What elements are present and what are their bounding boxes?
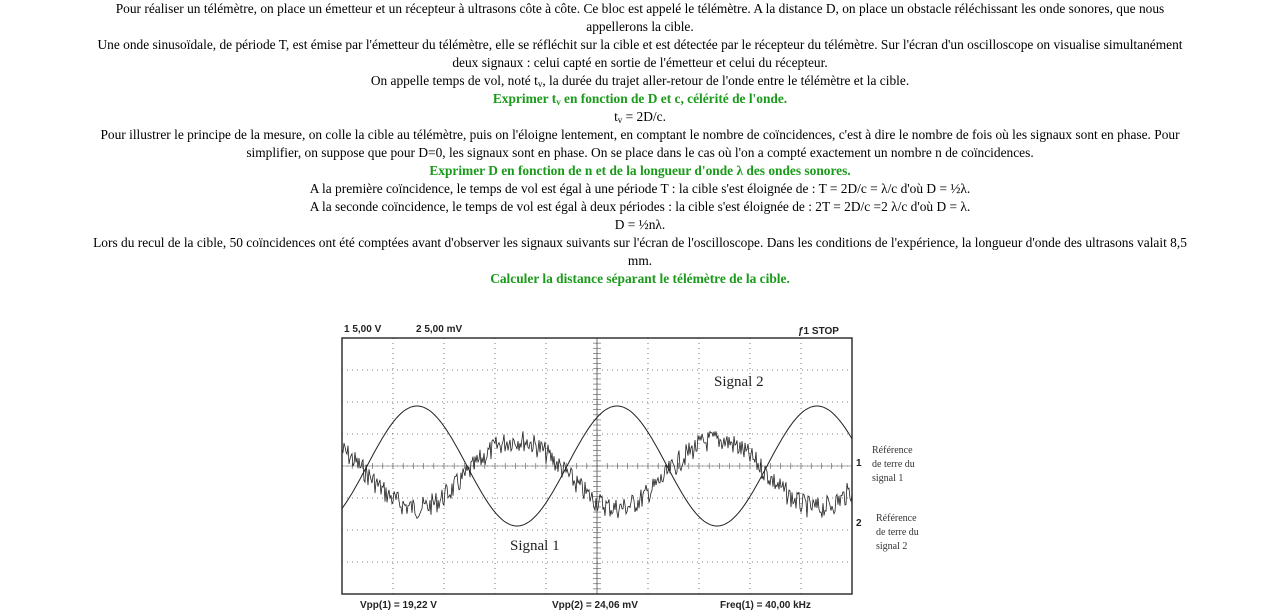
- answer-2-line-2: A la seconde coïncidence, le temps de vol est égal à deux périodes : la cible s'est éloignée de : 2T = 2D/c =2 λ/c d'où D = λ.: [309, 199, 971, 214]
- oscilloscope-svg: [320, 316, 940, 616]
- wave-line-2: deux signaux : celui capté en sortie de l'émetteur et celui du récepteur.: [452, 55, 828, 70]
- question-2: Exprimer D en fonction de n et de la longueur d'onde λ des ondes sonores.: [429, 163, 851, 178]
- principle-line-2: simplifier, on suppose que pour D=0, les signaux sont en phase. On se place dans le cas où l'on a compté exactement un nombre n de coïncidences.: [246, 145, 1034, 160]
- question-1: Exprimer $t_v$ en fonction de D et c, célérité de l'onde.: [492, 91, 788, 107]
- reference-2-line-2: de terre du: [876, 527, 919, 538]
- ground-marker-2: 2: [856, 518, 862, 529]
- oscilloscope-grid: [342, 338, 852, 594]
- signal-2-label: Signal 2: [714, 374, 764, 390]
- signal-1-label: Signal 1: [510, 538, 560, 554]
- principle-line-1: Pour illustrer le principe de la mesure, on colle la cible au télémètre, puis on l'éloigne lentement, en comptant le nombre de coïncidences, c'est à dire le nombre de fois où les signaux sont en phase. Pour: [100, 127, 1180, 142]
- vpp-channel-1: Vpp(1) = 19,22 V: [360, 600, 437, 611]
- question-3: Calculer la distance séparant le télémètre de la cible.: [490, 271, 790, 286]
- intro-line-2: appellerons la cible.: [586, 19, 694, 34]
- intro-line-1: Pour réaliser un télémètre, on place un émetteur et un récepteur à ultrasons côte à côte. Ce bloc est appelé le télémètre. A la distance D, on place un obstacle réléchissant les onde sonores, que nous: [115, 1, 1165, 16]
- reference-1-line-1: Référence: [872, 445, 913, 456]
- frequency-readout: Freq(1) = 40,00 kHz: [720, 600, 811, 611]
- reference-1-line-3: signal 1: [872, 473, 904, 484]
- reference-2-line-3: signal 2: [876, 541, 908, 552]
- oscilloscope-figure: [320, 316, 940, 616]
- wave-line-1: Une onde sinusoïdale, de période T, est émise par l'émetteur du télémètre, elle se réfléchit sur la cible et est détectée par le récepteur du télémètre. Sur l'écran d'un oscilloscope on visualise simultanément: [97, 37, 1183, 52]
- reference-2-line-1: Référence: [876, 513, 917, 524]
- document-text: [0, 0, 1280, 288]
- answer-2-line-1: A la première coïncidence, le temps de vol est égal à une période T : la cible s'est éloignée de : T = 2D/c = λ/c d'où D = ½λ.: [309, 181, 971, 196]
- answer-1: $t_v = 2D/c$.: [614, 109, 666, 125]
- experiment-line-2: mm.: [627, 253, 653, 268]
- vpp-channel-2: Vpp(2) = 24,06 mV: [552, 600, 638, 611]
- trigger-status: ƒ1 STOP: [798, 326, 839, 337]
- ground-marker-1: 1: [856, 458, 862, 469]
- answer-2-result: D = ½nλ.: [614, 217, 666, 232]
- experiment-line-1: Lors du recul de la cible, 50 coïncidences ont été comptées avant d'observer les signaux suivants sur l'écran de l'oscilloscope. Dans les conditions de l'expérience, la longueur d'onde des ultrasons valait 8,5: [93, 235, 1187, 250]
- time-of-flight-definition: On appelle temps de vol, noté $t_v$, la durée du trajet aller-retour de l'onde entre le télémètre et la cible.: [370, 73, 910, 89]
- channel-1-scale: 1 5,00 V: [344, 324, 382, 335]
- reference-1-line-2: de terre du: [872, 459, 915, 470]
- channel-2-scale: 2 5,00 mV: [416, 324, 463, 335]
